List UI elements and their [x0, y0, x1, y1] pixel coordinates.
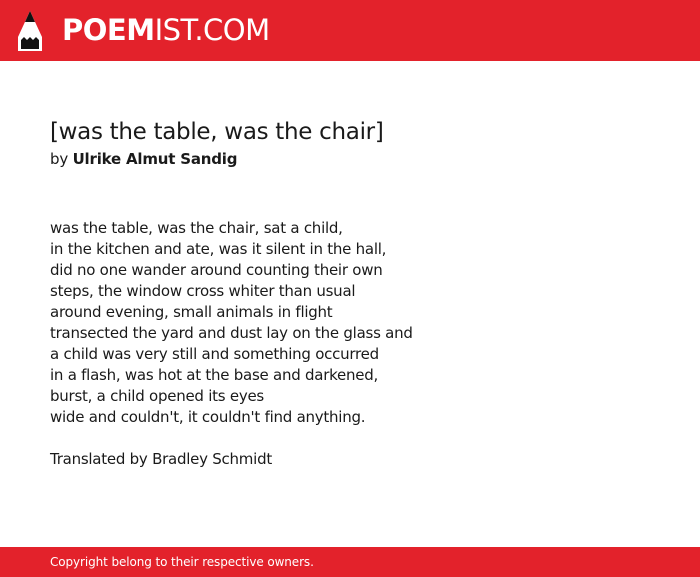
- pencil-tip-icon: [17, 10, 43, 52]
- translator-credit: Translated by Bradley Schmidt: [50, 450, 272, 468]
- poem-line: in the kitchen and ate, was it silent in the hall,: [50, 240, 387, 258]
- poem-line: in a flash, was hot at the base and darkened,: [50, 366, 379, 384]
- logo-bold-text: POEM: [62, 13, 155, 47]
- logo-light-text: IST.COM: [154, 13, 270, 47]
- site-header: [0, 0, 700, 61]
- site-footer: [0, 547, 700, 577]
- site-logo-text: [62, 13, 270, 47]
- copyright-text: Copyright belong to their respective owners.: [50, 555, 314, 569]
- site-logo-link[interactable]: [0, 0, 270, 61]
- poem-content: [50, 118, 670, 470]
- poem-line: wide and couldn't, it couldn't find anything.: [50, 408, 366, 426]
- byline-prefix: by: [50, 150, 68, 168]
- poem-line: burst, a child opened its eyes: [50, 387, 264, 405]
- poem-line: was the table, was the chair, sat a child,: [50, 219, 343, 237]
- byline: [50, 149, 670, 169]
- poem-title: [was the table, was the chair]: [50, 119, 384, 145]
- poem-line: transected the yard and dust lay on the glass and: [50, 324, 413, 342]
- poem-line: around evening, small animals in flight: [50, 303, 333, 321]
- poem-line: steps, the window cross whiter than usual: [50, 282, 356, 300]
- poem-body: [50, 218, 670, 428]
- poem-line: did no one wander around counting their own: [50, 261, 383, 279]
- poem-line: a child was very still and something occurred: [50, 345, 379, 363]
- author-name: Ulrike Almut Sandig: [72, 150, 238, 168]
